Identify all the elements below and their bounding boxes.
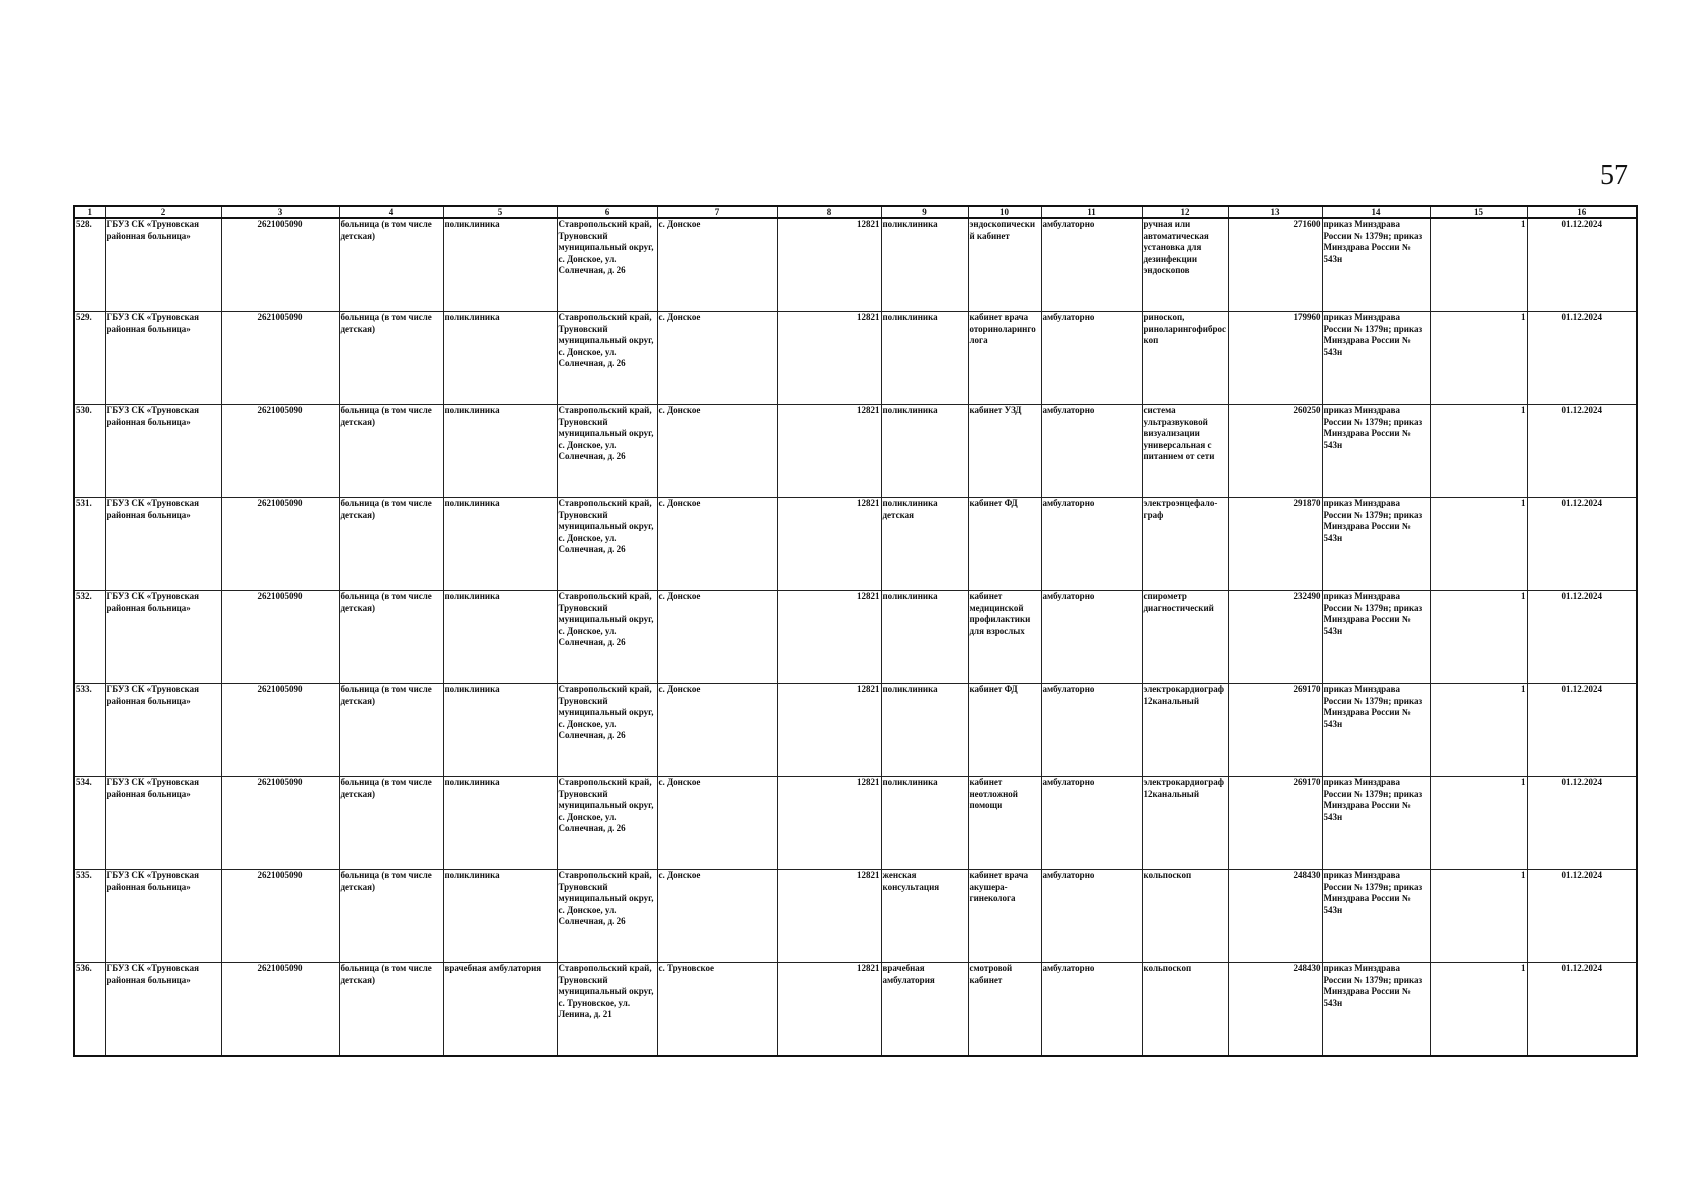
cell-organization-name: ГБУЗ СК «Труновская районная больница» xyxy=(105,591,221,684)
cell-equipment-name: электрокардиограф 12канальный xyxy=(1142,777,1228,870)
column-header-8: 8 xyxy=(777,206,881,218)
cell-oktmo-code: 12821 xyxy=(777,684,881,777)
cell-row-number: 528. xyxy=(74,218,105,312)
cell-address: Ставропольский край, Труновский муниципальный округ, с. Донское, ул. Солнечная, д. 26 xyxy=(557,405,657,498)
cell-oktmo-code: 12821 xyxy=(777,777,881,870)
cell-inn: 2621005090 xyxy=(221,591,339,684)
column-header-7: 7 xyxy=(657,206,777,218)
cell-price: 179960 xyxy=(1228,312,1322,405)
cell-cabinet: смотровой кабинет xyxy=(968,963,1041,1057)
cell-cabinet: кабинет неотложной помощи xyxy=(968,777,1041,870)
cell-institution-type: больница (в том числе детская) xyxy=(339,777,443,870)
cell-row-number: 535. xyxy=(74,870,105,963)
cell-cabinet: кабинет ФД xyxy=(968,684,1041,777)
cell-oktmo-code: 12821 xyxy=(777,591,881,684)
cell-row-number: 533. xyxy=(74,684,105,777)
cell-subdivision: врачебная амбулатория xyxy=(443,963,557,1057)
cell-subdivision: поликлиника xyxy=(443,218,557,312)
column-header-3: 3 xyxy=(221,206,339,218)
cell-equipment-name: электрокардиограф 12канальный xyxy=(1142,684,1228,777)
cell-subdivision: поликлиника xyxy=(443,591,557,684)
cell-care-condition: амбулаторно xyxy=(1041,218,1142,312)
cell-oktmo-code: 12821 xyxy=(777,870,881,963)
cell-delivery-date: 01.12.2024 xyxy=(1527,963,1637,1057)
cell-address: Ставропольский край, Труновский муниципальный округ, с. Донское, ул. Солнечная, д. 26 xyxy=(557,498,657,591)
cell-address: Ставропольский край, Труновский муниципальный округ, с. Донское, ул. Солнечная, д. 26 xyxy=(557,684,657,777)
cell-address: Ставропольский край, Труновский муниципальный округ, с. Донское, ул. Солнечная, д. 26 xyxy=(557,218,657,312)
cell-inn: 2621005090 xyxy=(221,312,339,405)
column-header-2: 2 xyxy=(105,206,221,218)
cell-settlement: с. Донское xyxy=(657,312,777,405)
cell-organization-name: ГБУЗ СК «Труновская районная больница» xyxy=(105,498,221,591)
cell-regulatory-order: приказ Минздрава России № 1379н; приказ Минздрава России № 543н xyxy=(1322,684,1430,777)
table-row xyxy=(74,591,1637,684)
cell-organization-name: ГБУЗ СК «Труновская районная больница» xyxy=(105,963,221,1057)
cell-inn: 2621005090 xyxy=(221,963,339,1057)
cell-institution-type: больница (в том числе детская) xyxy=(339,684,443,777)
cell-unit-type: поликлиника xyxy=(881,405,968,498)
cell-unit-type: поликлиника xyxy=(881,777,968,870)
cell-cabinet: кабинет ФД xyxy=(968,498,1041,591)
cell-organization-name: ГБУЗ СК «Труновская районная больница» xyxy=(105,684,221,777)
cell-row-number: 530. xyxy=(74,405,105,498)
cell-unit-type: поликлиника детская xyxy=(881,498,968,591)
cell-care-condition: амбулаторно xyxy=(1041,312,1142,405)
cell-unit-type: поликлиника xyxy=(881,684,968,777)
cell-care-condition: амбулаторно xyxy=(1041,684,1142,777)
cell-organization-name: ГБУЗ СК «Труновская районная больница» xyxy=(105,312,221,405)
table-row xyxy=(74,963,1637,1057)
cell-cabinet: кабинет УЗД xyxy=(968,405,1041,498)
table-row xyxy=(74,405,1637,498)
cell-quantity: 1 xyxy=(1430,312,1527,405)
cell-institution-type: больница (в том числе детская) xyxy=(339,312,443,405)
cell-subdivision: поликлиника xyxy=(443,498,557,591)
cell-settlement: с. Донское xyxy=(657,777,777,870)
cell-address: Ставропольский край, Труновский муниципальный округ, с. Донское, ул. Солнечная, д. 26 xyxy=(557,591,657,684)
cell-care-condition: амбулаторно xyxy=(1041,870,1142,963)
cell-care-condition: амбулаторно xyxy=(1041,963,1142,1057)
column-header-4: 4 xyxy=(339,206,443,218)
cell-delivery-date: 01.12.2024 xyxy=(1527,591,1637,684)
cell-quantity: 1 xyxy=(1430,777,1527,870)
cell-inn: 2621005090 xyxy=(221,777,339,870)
cell-delivery-date: 01.12.2024 xyxy=(1527,312,1637,405)
column-header-10: 10 xyxy=(968,206,1041,218)
cell-oktmo-code: 12821 xyxy=(777,405,881,498)
column-header-5: 5 xyxy=(443,206,557,218)
cell-oktmo-code: 12821 xyxy=(777,312,881,405)
cell-institution-type: больница (в том числе детская) xyxy=(339,498,443,591)
cell-regulatory-order: приказ Минздрава России № 1379н; приказ Минздрава России № 543н xyxy=(1322,218,1430,312)
cell-delivery-date: 01.12.2024 xyxy=(1527,684,1637,777)
cell-organization-name: ГБУЗ СК «Труновская районная больница» xyxy=(105,218,221,312)
cell-care-condition: амбулаторно xyxy=(1041,405,1142,498)
cell-settlement: с. Донское xyxy=(657,684,777,777)
column-header-15: 15 xyxy=(1430,206,1527,218)
table-row xyxy=(74,684,1637,777)
cell-unit-type: женская консультация xyxy=(881,870,968,963)
cell-delivery-date: 01.12.2024 xyxy=(1527,777,1637,870)
cell-settlement: с. Труновское xyxy=(657,963,777,1057)
cell-price: 291870 xyxy=(1228,498,1322,591)
cell-settlement: с. Донское xyxy=(657,405,777,498)
cell-address: Ставропольский край, Труновский муниципальный округ, с. Труновское, ул. Ленина, д. 21 xyxy=(557,963,657,1057)
cell-row-number: 529. xyxy=(74,312,105,405)
cell-equipment-name: система ультразвуковой визуализации универсальная с питанием от сети xyxy=(1142,405,1228,498)
cell-settlement: с. Донское xyxy=(657,870,777,963)
cell-delivery-date: 01.12.2024 xyxy=(1527,218,1637,312)
cell-price: 269170 xyxy=(1228,684,1322,777)
column-header-6: 6 xyxy=(557,206,657,218)
cell-address: Ставропольский край, Труновский муниципальный округ, с. Донское, ул. Солнечная, д. 26 xyxy=(557,777,657,870)
cell-regulatory-order: приказ Минздрава России № 1379н; приказ Минздрава России № 543н xyxy=(1322,405,1430,498)
cell-row-number: 534. xyxy=(74,777,105,870)
cell-oktmo-code: 12821 xyxy=(777,498,881,591)
cell-oktmo-code: 12821 xyxy=(777,218,881,312)
cell-equipment-name: кольпоскоп xyxy=(1142,963,1228,1057)
cell-price: 232490 xyxy=(1228,591,1322,684)
cell-regulatory-order: приказ Минздрава России № 1379н; приказ Минздрава России № 543н xyxy=(1322,312,1430,405)
cell-price: 269170 xyxy=(1228,777,1322,870)
column-header-12: 12 xyxy=(1142,206,1228,218)
cell-price: 248430 xyxy=(1228,870,1322,963)
cell-organization-name: ГБУЗ СК «Труновская районная больница» xyxy=(105,777,221,870)
table-body xyxy=(74,218,1637,1056)
cell-unit-type: поликлиника xyxy=(881,312,968,405)
cell-inn: 2621005090 xyxy=(221,870,339,963)
cell-quantity: 1 xyxy=(1430,870,1527,963)
cell-cabinet: кабинет врача оториноларинголога xyxy=(968,312,1041,405)
cell-institution-type: больница (в том числе детская) xyxy=(339,963,443,1057)
cell-cabinet: кабинет врача акушера-гинеколога xyxy=(968,870,1041,963)
cell-row-number: 532. xyxy=(74,591,105,684)
cell-quantity: 1 xyxy=(1430,498,1527,591)
cell-regulatory-order: приказ Минздрава России № 1379н; приказ Минздрава России № 543н xyxy=(1322,963,1430,1057)
cell-institution-type: больница (в том числе детская) xyxy=(339,218,443,312)
cell-delivery-date: 01.12.2024 xyxy=(1527,498,1637,591)
cell-row-number: 531. xyxy=(74,498,105,591)
cell-row-number: 536. xyxy=(74,963,105,1057)
table-row xyxy=(74,312,1637,405)
cell-regulatory-order: приказ Минздрава России № 1379н; приказ Минздрава России № 543н xyxy=(1322,498,1430,591)
cell-regulatory-order: приказ Минздрава России № 1379н; приказ Минздрава России № 543н xyxy=(1322,870,1430,963)
cell-inn: 2621005090 xyxy=(221,218,339,312)
table-row xyxy=(74,870,1637,963)
cell-regulatory-order: приказ Минздрава России № 1379н; приказ Минздрава России № 543н xyxy=(1322,777,1430,870)
cell-quantity: 1 xyxy=(1430,591,1527,684)
cell-organization-name: ГБУЗ СК «Труновская районная больница» xyxy=(105,870,221,963)
column-header-14: 14 xyxy=(1322,206,1430,218)
cell-inn: 2621005090 xyxy=(221,405,339,498)
cell-delivery-date: 01.12.2024 xyxy=(1527,870,1637,963)
cell-subdivision: поликлиника xyxy=(443,684,557,777)
cell-address: Ставропольский край, Труновский муниципальный округ, с. Донское, ул. Солнечная, д. 26 xyxy=(557,870,657,963)
cell-inn: 2621005090 xyxy=(221,684,339,777)
cell-regulatory-order: приказ Минздрава России № 1379н; приказ Минздрава России № 543н xyxy=(1322,591,1430,684)
equipment-registry-table xyxy=(73,205,1638,1057)
cell-equipment-name: риноскоп, риноларингофиброскоп xyxy=(1142,312,1228,405)
cell-care-condition: амбулаторно xyxy=(1041,591,1142,684)
cell-unit-type: поликлиника xyxy=(881,218,968,312)
cell-equipment-name: спирометр диагностический xyxy=(1142,591,1228,684)
cell-price: 248430 xyxy=(1228,963,1322,1057)
cell-equipment-name: кольпоскоп xyxy=(1142,870,1228,963)
column-header-11: 11 xyxy=(1041,206,1142,218)
column-header-9: 9 xyxy=(881,206,968,218)
cell-unit-type: поликлиника xyxy=(881,591,968,684)
cell-price: 271600 xyxy=(1228,218,1322,312)
cell-subdivision: поликлиника xyxy=(443,870,557,963)
cell-quantity: 1 xyxy=(1430,218,1527,312)
cell-quantity: 1 xyxy=(1430,684,1527,777)
cell-care-condition: амбулаторно xyxy=(1041,777,1142,870)
cell-care-condition: амбулаторно xyxy=(1041,498,1142,591)
cell-equipment-name: электроэнцефало-граф xyxy=(1142,498,1228,591)
table-row xyxy=(74,498,1637,591)
cell-institution-type: больница (в том числе детская) xyxy=(339,870,443,963)
column-header-13: 13 xyxy=(1228,206,1322,218)
table-header xyxy=(74,206,1637,218)
cell-quantity: 1 xyxy=(1430,963,1527,1057)
cell-institution-type: больница (в том числе детская) xyxy=(339,405,443,498)
cell-address: Ставропольский край, Труновский муниципальный округ, с. Донское, ул. Солнечная, д. 26 xyxy=(557,312,657,405)
cell-oktmo-code: 12821 xyxy=(777,963,881,1057)
cell-inn: 2621005090 xyxy=(221,498,339,591)
column-header-16: 16 xyxy=(1527,206,1637,218)
table-row xyxy=(74,777,1637,870)
cell-subdivision: поликлиника xyxy=(443,312,557,405)
cell-cabinet: кабинет медицинской профилактики для взрослых xyxy=(968,591,1041,684)
cell-equipment-name: ручная или автоматическая установка для дезинфекции эндоскопов xyxy=(1142,218,1228,312)
cell-settlement: с. Донское xyxy=(657,591,777,684)
cell-price: 260250 xyxy=(1228,405,1322,498)
cell-subdivision: поликлиника xyxy=(443,405,557,498)
cell-institution-type: больница (в том числе детская) xyxy=(339,591,443,684)
cell-subdivision: поликлиника xyxy=(443,777,557,870)
cell-settlement: с. Донское xyxy=(657,498,777,591)
cell-quantity: 1 xyxy=(1430,405,1527,498)
table-row xyxy=(74,218,1637,312)
cell-settlement: с. Донское xyxy=(657,218,777,312)
cell-cabinet: эндоскопический кабинет xyxy=(968,218,1041,312)
cell-organization-name: ГБУЗ СК «Труновская районная больница» xyxy=(105,405,221,498)
page-number: 57 xyxy=(1600,160,1628,191)
cell-delivery-date: 01.12.2024 xyxy=(1527,405,1637,498)
cell-unit-type: врачебная амбулатория xyxy=(881,963,968,1057)
column-header-1: 1 xyxy=(74,206,105,218)
